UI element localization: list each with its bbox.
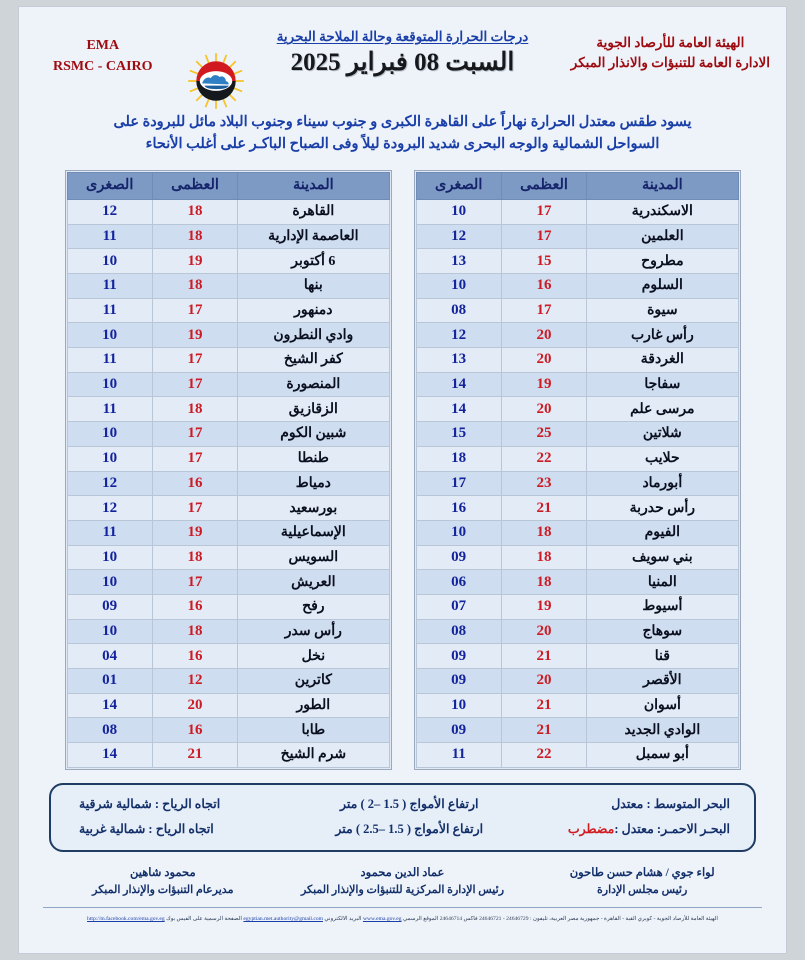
- column-header-max: العظمى: [501, 172, 586, 199]
- cell-max: 18: [152, 224, 237, 249]
- cell-city: دمياط: [238, 471, 389, 496]
- cell-city: الأقصر: [587, 669, 738, 694]
- cell-city: العلمين: [587, 224, 738, 249]
- table-header-row: [416, 172, 738, 199]
- column-header-min: الصغرى: [67, 172, 152, 199]
- marine-row-red-sea: [65, 817, 740, 842]
- cell-max: 19: [152, 520, 237, 545]
- cell-min: 12: [416, 224, 501, 249]
- cell-min: 01: [67, 669, 152, 694]
- page-header: [19, 7, 786, 107]
- cell-max: 20: [501, 348, 586, 373]
- table-row: [416, 298, 738, 323]
- table-body-left: [416, 199, 738, 767]
- cell-max: 20: [501, 323, 586, 348]
- cell-min: 12: [67, 471, 152, 496]
- bulletin-page: [18, 6, 787, 954]
- signature-title: رئيس الإدارة المركزية للتنبؤات والإنذار المبكر: [300, 884, 505, 897]
- cell-city: الفيوم: [587, 520, 738, 545]
- cell-min: 09: [416, 669, 501, 694]
- cell-min: 10: [67, 323, 152, 348]
- column-header-min: الصغرى: [416, 172, 501, 199]
- table-row: [416, 718, 738, 743]
- cell-city: الإسماعيلية: [238, 520, 389, 545]
- summary-line-2: السواحل الشمالية والوجه البحرى شديد البرودة ليلاً وفى الصباح الباكـر على أغلب الأنحاء: [145, 136, 660, 153]
- footer-email-link[interactable]: egyptian.met.authority@gmail.com: [243, 915, 323, 922]
- cell-max: 17: [152, 298, 237, 323]
- mediterranean-wind-direction: اتجاه الرياح : شمالية شرقية: [79, 797, 221, 812]
- cell-min: 10: [67, 570, 152, 595]
- table-row: [416, 422, 738, 447]
- signature-forecast-director: [43, 864, 283, 900]
- table-row: [416, 274, 738, 299]
- cell-max: 18: [501, 545, 586, 570]
- table-row: [67, 397, 389, 422]
- cell-city: الطور: [238, 693, 389, 718]
- table-row: [416, 496, 738, 521]
- cell-min: 04: [67, 644, 152, 669]
- table-row: [416, 669, 738, 694]
- signature-name: محمود شاهين: [130, 866, 196, 879]
- cell-city: رأس غارب: [587, 323, 738, 348]
- cell-min: 10: [67, 249, 152, 274]
- cell-min: 13: [416, 249, 501, 274]
- cell-max: 20: [152, 693, 237, 718]
- cell-max: 22: [501, 446, 586, 471]
- cell-max: 18: [152, 397, 237, 422]
- cell-max: 17: [501, 298, 586, 323]
- cell-min: 07: [416, 594, 501, 619]
- cell-max: 18: [152, 199, 237, 224]
- cell-max: 19: [152, 323, 237, 348]
- cell-min: 14: [67, 743, 152, 768]
- table-body-right: [67, 199, 389, 767]
- table-row: [416, 619, 738, 644]
- cell-min: 06: [416, 570, 501, 595]
- forecast-summary: [71, 111, 734, 156]
- cell-min: 18: [416, 446, 501, 471]
- cell-city: وادي النطرون: [238, 323, 389, 348]
- cell-min: 10: [416, 693, 501, 718]
- cell-city: كفر الشيخ: [238, 348, 389, 373]
- signature-central-head: [283, 864, 523, 900]
- page-title: درجات الحرارة المتوقعة وحالة الملاحة البحرية: [276, 29, 529, 44]
- table-row: [67, 619, 389, 644]
- footer-facebook-link[interactable]: http://m.facebook.com/ema.gov.eg: [87, 915, 165, 922]
- table-row: [416, 372, 738, 397]
- cell-min: 10: [67, 446, 152, 471]
- table-row: [416, 594, 738, 619]
- rsmc-cairo: RSMC - CAIRO: [53, 59, 153, 74]
- table-row: [67, 594, 389, 619]
- column-header-city: المدينة: [587, 172, 738, 199]
- table-row: [416, 570, 738, 595]
- cell-city: مرسى علم: [587, 397, 738, 422]
- cell-city: أبو سمبل: [587, 743, 738, 768]
- signature-name: عماد الدين محمود: [360, 866, 445, 879]
- cell-max: 17: [152, 496, 237, 521]
- column-header-city: المدينة: [238, 172, 389, 199]
- table-row: [67, 693, 389, 718]
- summary-line-1: يسود طقس معتدل الحرارة نهاراً على القاهرة الكبرى و جنوب سيناء وجنوب البلاد مائل للبرودة على: [113, 114, 692, 130]
- cell-city: مطروح: [587, 249, 738, 274]
- table-row: [416, 199, 738, 224]
- table-row: [416, 545, 738, 570]
- table-row: [416, 743, 738, 768]
- footer-fine-print: [45, 915, 760, 923]
- cell-city: طابا: [238, 718, 389, 743]
- cell-max: 17: [152, 422, 237, 447]
- table-row: [67, 422, 389, 447]
- cell-max: 19: [152, 249, 237, 274]
- cell-max: 18: [152, 274, 237, 299]
- table-row: [416, 348, 738, 373]
- cell-max: 18: [152, 619, 237, 644]
- cell-city: شلاتين: [587, 422, 738, 447]
- cell-max: 21: [501, 496, 586, 521]
- cell-min: 12: [416, 323, 501, 348]
- table-row: [67, 199, 389, 224]
- cell-max: 19: [501, 594, 586, 619]
- table-row: [416, 397, 738, 422]
- table-row: [416, 323, 738, 348]
- cell-city: الغردقة: [587, 348, 738, 373]
- cell-city: بني سويف: [587, 545, 738, 570]
- temperature-table-left: [414, 170, 741, 770]
- table-coast-upper-egypt: [416, 172, 739, 768]
- cell-min: 10: [67, 422, 152, 447]
- cell-city: نخل: [238, 644, 389, 669]
- table-row: [67, 471, 389, 496]
- table-row: [67, 545, 389, 570]
- cell-max: 20: [501, 619, 586, 644]
- cell-min: 09: [67, 594, 152, 619]
- table-row: [416, 224, 738, 249]
- cell-max: 20: [501, 397, 586, 422]
- cell-min: 12: [67, 496, 152, 521]
- cell-city: أسوان: [587, 693, 738, 718]
- table-row: [416, 471, 738, 496]
- cell-city: السلوم: [587, 274, 738, 299]
- red-sea-wave-height: ارتفاع الأمواج ( 1.5 –2.5 ) متر: [335, 822, 484, 837]
- table-row: [67, 298, 389, 323]
- cell-max: 21: [501, 718, 586, 743]
- marine-row-mediterranean: [65, 792, 740, 817]
- cell-city: بنها: [238, 274, 389, 299]
- cell-min: 16: [416, 496, 501, 521]
- cell-max: 21: [501, 644, 586, 669]
- cell-max: 16: [501, 274, 586, 299]
- cell-max: 17: [152, 570, 237, 595]
- cell-city: العاصمة الإدارية: [238, 224, 389, 249]
- cell-city: الاسكندرية: [587, 199, 738, 224]
- cell-city: شبين الكوم: [238, 422, 389, 447]
- red-sea-state: [531, 821, 740, 837]
- table-row: [67, 274, 389, 299]
- cell-max: 18: [501, 520, 586, 545]
- cell-max: 22: [501, 743, 586, 768]
- cell-min: 10: [67, 619, 152, 644]
- cell-city: شرم الشيخ: [238, 743, 389, 768]
- cell-city: العريش: [238, 570, 389, 595]
- cell-max: 18: [152, 545, 237, 570]
- table-row: [67, 644, 389, 669]
- ema-logo-icon: [185, 52, 247, 110]
- table-row: [416, 446, 738, 471]
- cell-max: 18: [501, 570, 586, 595]
- cell-min: 08: [416, 298, 501, 323]
- table-row: [416, 520, 738, 545]
- signature-chairman: [522, 864, 762, 900]
- cell-min: 11: [67, 348, 152, 373]
- cell-max: 15: [501, 249, 586, 274]
- cell-min: 11: [67, 224, 152, 249]
- table-row: [67, 570, 389, 595]
- agency-line-1: الهيئة العامة للأرصاد الجوية: [596, 35, 745, 50]
- cell-min: 14: [416, 372, 501, 397]
- cell-max: 19: [501, 372, 586, 397]
- cell-min: 15: [416, 422, 501, 447]
- signature-block: [43, 864, 762, 908]
- mediterranean-wave-height: ارتفاع الأمواج ( 1.5 –2 ) متر: [340, 797, 479, 812]
- cell-max: 16: [152, 718, 237, 743]
- cell-max: 16: [152, 471, 237, 496]
- cell-min: 12: [67, 199, 152, 224]
- signature-name: لواء جوي / هشام حسن طاحون: [569, 866, 715, 879]
- cell-max: 16: [152, 644, 237, 669]
- cell-max: 25: [501, 422, 586, 447]
- cell-min: 10: [416, 199, 501, 224]
- cell-min: 13: [416, 348, 501, 373]
- cell-city: سوهاج: [587, 619, 738, 644]
- table-row: [67, 372, 389, 397]
- cell-city: سفاجا: [587, 372, 738, 397]
- cell-max: 17: [152, 372, 237, 397]
- column-header-max: العظمى: [152, 172, 237, 199]
- cell-min: 09: [416, 718, 501, 743]
- cell-city: القاهرة: [238, 199, 389, 224]
- cell-min: 10: [67, 372, 152, 397]
- signature-title: رئيس مجلس الإدارة: [597, 884, 688, 897]
- cell-max: 23: [501, 471, 586, 496]
- cell-city: 6 أكتوبر: [238, 249, 389, 274]
- cell-city: قنا: [587, 644, 738, 669]
- cell-min: 14: [67, 693, 152, 718]
- rsmc-label: [53, 35, 153, 77]
- cell-max: 12: [152, 669, 237, 694]
- cell-min: 10: [416, 520, 501, 545]
- table-row: [67, 718, 389, 743]
- temperature-table-right: [65, 170, 392, 770]
- cell-city: الوادي الجديد: [587, 718, 738, 743]
- cell-max: 21: [152, 743, 237, 768]
- cell-city: حلايب: [587, 446, 738, 471]
- table-row: [416, 644, 738, 669]
- mediterranean-state: البحر المتوسط : معتدل: [611, 797, 730, 812]
- cell-min: 11: [67, 397, 152, 422]
- marine-conditions-box: [49, 783, 756, 852]
- cell-city: كاترين: [238, 669, 389, 694]
- table-row: [67, 224, 389, 249]
- cell-max: 20: [501, 669, 586, 694]
- cell-city: رأس سدر: [238, 619, 389, 644]
- table-row: [67, 323, 389, 348]
- bulletin-date: السبت 08 فبراير 2025: [290, 49, 515, 76]
- cell-min: 11: [67, 298, 152, 323]
- cell-city: المنصورة: [238, 372, 389, 397]
- table-header-row: [67, 172, 389, 199]
- cell-max: 21: [501, 693, 586, 718]
- table-row: [67, 520, 389, 545]
- cell-max: 17: [152, 348, 237, 373]
- table-row: [416, 693, 738, 718]
- red-sea-state-rough: مضطرب: [567, 822, 615, 837]
- cell-min: 09: [416, 644, 501, 669]
- footer-facebook-label: الصفحة الرسمية على الفيس بوك: [166, 915, 242, 922]
- cell-city: أبورماد: [587, 471, 738, 496]
- ema-abbr: EMA: [86, 38, 120, 53]
- cell-city: رفح: [238, 594, 389, 619]
- cell-min: 08: [416, 619, 501, 644]
- cell-city: الزقازيق: [238, 397, 389, 422]
- red-sea-wind-direction: اتجاه الرياح : شمالية غربية: [79, 822, 214, 837]
- table-row: [67, 348, 389, 373]
- cell-city: رأس حدربة: [587, 496, 738, 521]
- cell-max: 17: [501, 199, 586, 224]
- table-row: [67, 743, 389, 768]
- table-row: [67, 496, 389, 521]
- cell-min: 10: [416, 274, 501, 299]
- temperature-tables: [19, 170, 786, 770]
- cell-min: 11: [67, 274, 152, 299]
- agency-line-2: الادارة العامة للتنبؤات والانذار المبكر: [570, 54, 770, 70]
- cell-min: 10: [67, 545, 152, 570]
- cell-city: أسيوط: [587, 594, 738, 619]
- table-row: [416, 249, 738, 274]
- table-cairo-delta-sinai: [67, 172, 390, 768]
- cell-min: 11: [67, 520, 152, 545]
- table-row: [67, 446, 389, 471]
- signature-title: مديرعام التنبؤات والإنذار المبكر: [92, 884, 234, 897]
- cell-min: 17: [416, 471, 501, 496]
- footer-address: الهيئة العامة للأرصاد الجوية - كوبري القبة - القاهرة - جمهورية مصر العربية، تليفون : 24646729 - 24646721 فاكس 24646714 الموقع الرسمي: [402, 915, 718, 922]
- footer-email-label: البريد الالكتروني: [324, 915, 362, 922]
- cell-city: دمنهور: [238, 298, 389, 323]
- cell-city: بورسعيد: [238, 496, 389, 521]
- cell-city: طنطا: [238, 446, 389, 471]
- cell-max: 16: [152, 594, 237, 619]
- cell-min: 14: [416, 397, 501, 422]
- cell-min: 11: [416, 743, 501, 768]
- cell-max: 17: [152, 446, 237, 471]
- cell-min: 08: [67, 718, 152, 743]
- cell-city: المنيا: [587, 570, 738, 595]
- footer-website-link[interactable]: www.ema.gov.eg: [362, 915, 402, 922]
- cell-min: 09: [416, 545, 501, 570]
- red-sea-state-prefix: البحـر الاحمـر: معتدل :: [614, 822, 730, 837]
- cell-city: سيوة: [587, 298, 738, 323]
- table-row: [67, 249, 389, 274]
- cell-city: السويس: [238, 545, 389, 570]
- cell-max: 17: [501, 224, 586, 249]
- table-row: [67, 669, 389, 694]
